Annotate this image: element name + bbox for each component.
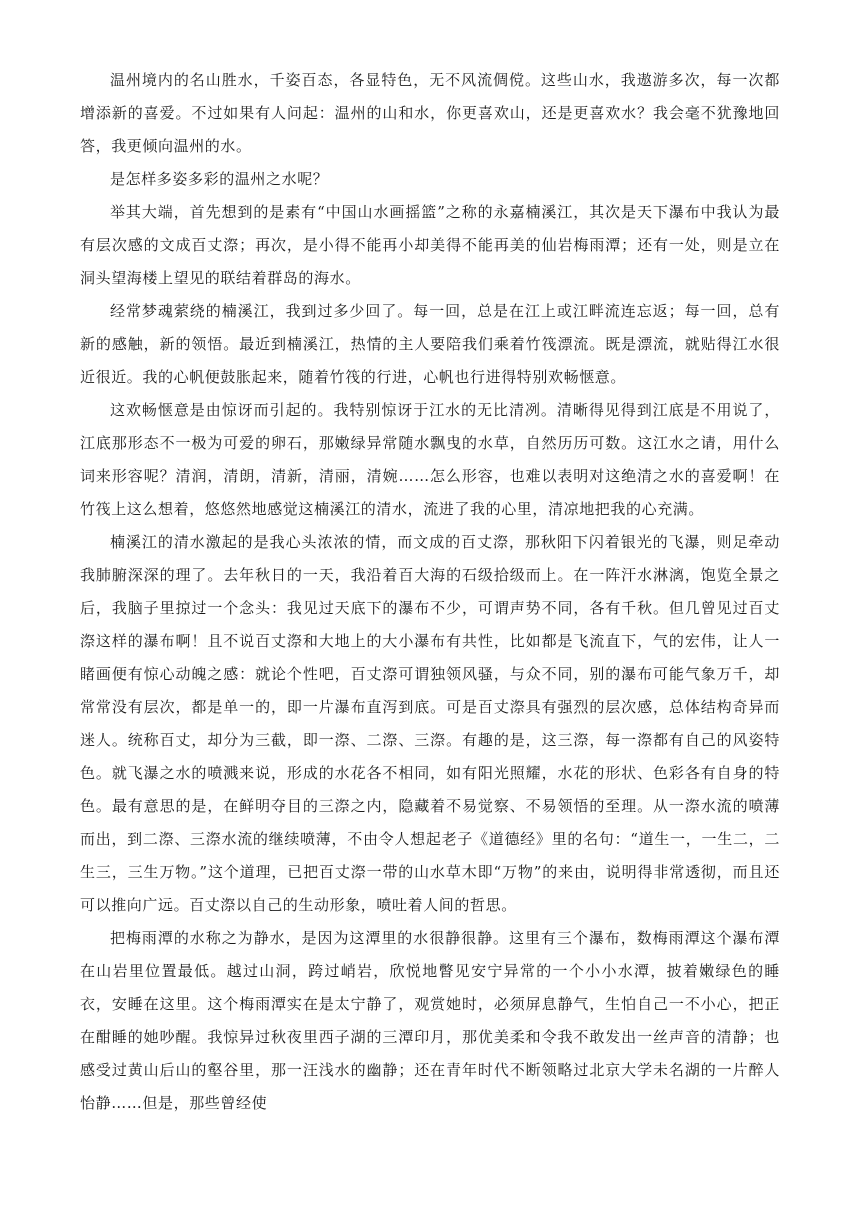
article-body [80, 64, 780, 1120]
paragraph-5: 这欢畅惬意是由惊讶而引起的。我特别惊讶于江水的无比清冽。清晰得见得到江底是不用说了，江底那形态不一极为可爱的卵石，那嫩绿异常随水飘曳的水草，自然历历可数。这江水之请，用什么词来形容呢？清润，清朗，清新，清丽，清婉……怎么形容，也难以表明对这绝清之水的喜爱啊！在竹筏上这么想着，悠悠然地感觉这楠溪江的清水，流进了我的心里，清凉地把我的心充满。 [80, 401, 780, 518]
paragraph-4: 经常梦魂萦绕的楠溪江，我到过多少回了。每一回，总是在江上或江畔流连忘返；每一回，总有新的感触，新的领悟。最近到楠溪江，热情的主人要陪我们乘着竹筏漂流。既是漂流，就贴得江水很近很近。我的心帆便鼓胀起来，随着竹筏的行进，心帆也行进得特别欢畅惬意。 [80, 302, 780, 386]
paragraph-3: 举其大端，首先想到的是素有“中国山水画摇篮”之称的永嘉楠溪江，其次是天下瀑布中我认为最有层次感的文成百丈漈；再次，是小得不能再小却美得不能再美的仙岩梅雨潭；还有一处，则是立在洞头望海楼上望见的联结着群岛的海水。 [80, 203, 780, 287]
paragraph-1: 温州境内的名山胜水，千姿百态，各显特色，无不风流倜傥。这些山水，我遨游多次，每一次都增添新的喜爱。不过如果有人问起：温州的山和水，你更喜欢山，还是更喜欢水？我会毫不犹豫地回答，我更倾向温州的水。 [80, 71, 780, 155]
paragraph-7: 把梅雨潭的水称之为静水，是因为这潭里的水很静很静。这里有三个瀑布，数梅雨潭这个瀑布潭在山岩里位置最低。越过山洞，跨过峭岩，欣悦地瞥见安宁异常的一个小小水潭，披着嫩绿色的睡衣，安睡在这里。这个梅雨潭实在是太宁静了，观赏她时，必须屏息静气，生怕自己一不小心，把正在酣睡的她吵醒。我惊异过秋夜里西子湖的三潭印月，那优美柔和令我不敢发出一丝声音的清静；也感受过黄山后山的壑谷里，那一汪浅水的幽静；还在青年时代不断领略过北京大学未名湖的一片醉人怡静……但是，那些曾经使 [80, 929, 780, 1112]
paragraph-6: 楠溪江的清水激起的是我心头浓浓的情，而文成的百丈漈，那秋阳下闪着银光的飞瀑，则足牵动我肺腑深深的理了。去年秋日的一天，我沿着百大海的石级拾级而上。在一阵汗水淋漓，饱览全景之后，我脑子里掠过一个念头：我见过天底下的瀑布不少，可谓声势不同，各有千秋。但几曾见过百丈漈这样的瀑布啊！且不说百丈漈和大地上的大小瀑布有共性，比如都是飞流直下，气的宏伟，让人一睹画便有惊心动魄之感：就论个性吧，百丈漈可谓独领风骚，与众不同，别的瀑布可能气象万千，却常常没有层次，都是单一的，即一片瀑布直泻到底。可是百丈漈具有强烈的层次感，总体结构奇异而迷人。统称百丈，却分为三截，即一漈、二漈、三漈。有趣的是，这三漈，每一漈都有自己的风姿特色。就飞瀑之水的喷溅来说，形成的水花各不相同，如有阳光照耀，水花的形状、色彩各有自身的特色。最有意思的是，在鲜明夺目的三漈之内，隐藏着不易觉察、不易领悟的至理。从一漈水流的喷薄而出，到二漈、三漈水流的继续喷薄，不由令人想起老子《道德经》里的名句：“道生一，一生二，二生三，三生万物。”这个道理，已把百丈漈一带的山水草木即“万物”的来由，说明得非常透彻，而且还可以推向广远。百丈漈以自己的生动形象，喷吐着人间的哲思。 [80, 533, 780, 914]
paragraph-2: 是怎样多姿多彩的温州之水呢？ [110, 170, 329, 188]
